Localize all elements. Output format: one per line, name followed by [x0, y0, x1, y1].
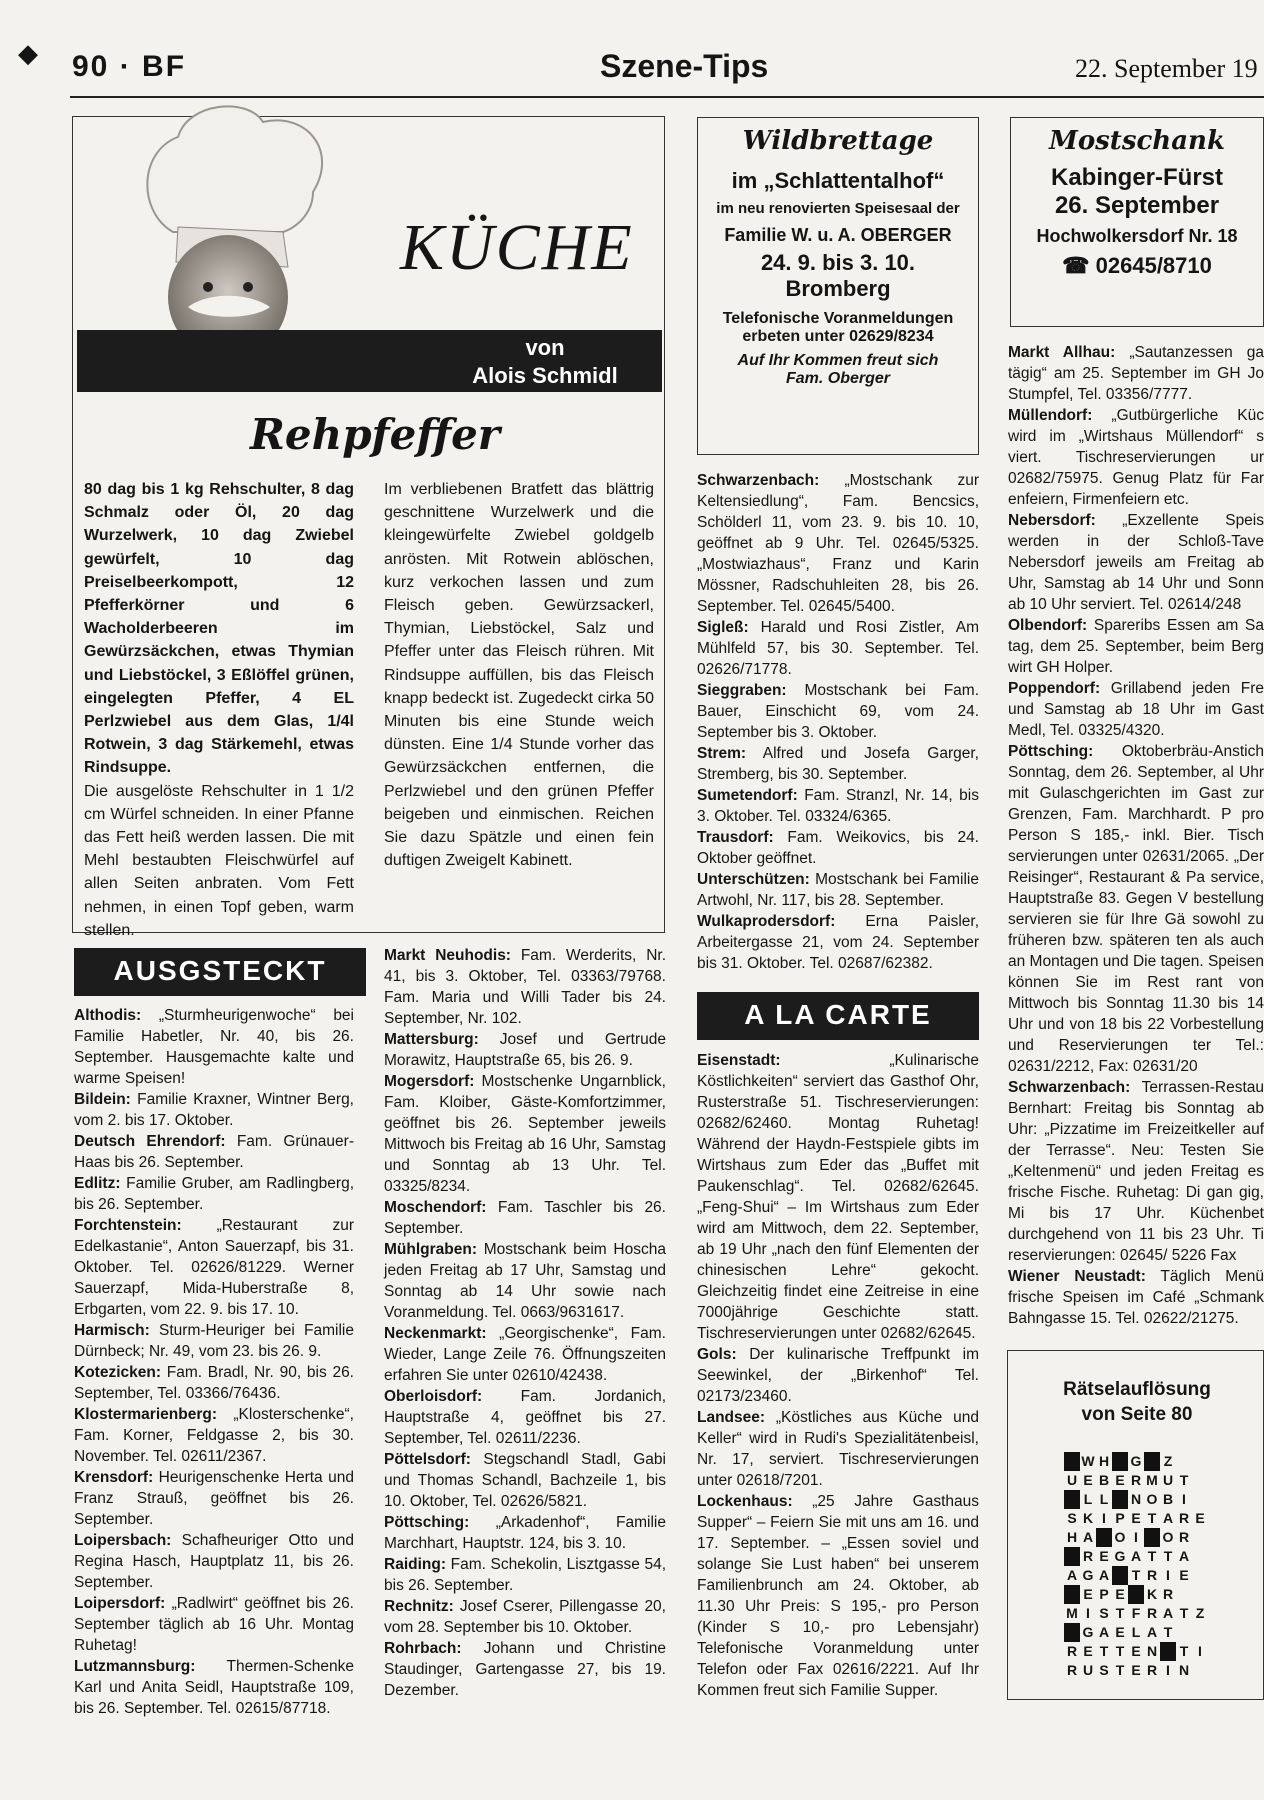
puzzle-title — [1010, 1377, 1264, 1427]
puzzle-cell: P — [1099, 1586, 1109, 1602]
place-name: Olbendorf: — [1008, 617, 1088, 634]
puzzle-cell: G — [1082, 1567, 1094, 1583]
entry-text: Täglich Menü frische Speisen im Café „Schmank Bahngasse 15. Tel. 02622/21275. — [1008, 1268, 1264, 1327]
recipe-col-right — [384, 478, 654, 872]
puzzle-cell: R — [1066, 1662, 1078, 1678]
puzzle-cell: U — [1162, 1472, 1174, 1488]
place-name: Klostermarienberg: — [74, 1406, 217, 1423]
list-item — [74, 1530, 354, 1593]
list-item — [384, 1638, 666, 1701]
puzzle-cell: I — [1134, 1529, 1138, 1545]
list-item — [74, 1215, 354, 1320]
place-name: Moschendorf: — [384, 1199, 487, 1216]
puzzle-cell: G — [1130, 1453, 1142, 1469]
ad-wild-l4: 24. 9. bis 3. 10. — [760, 250, 916, 275]
list-item — [697, 617, 979, 680]
puzzle-cell: N — [1178, 1662, 1190, 1678]
place-name: Markt Neuhodis: — [384, 947, 511, 964]
puzzle-cell — [1192, 1623, 1208, 1642]
entry-text: Fam. Schekolin, Lisztgasse 54, bis 26. September. — [384, 1556, 666, 1594]
list-item — [74, 1656, 354, 1719]
list-item — [384, 1239, 666, 1323]
ad-wildbrettage-content — [700, 120, 976, 388]
list-item — [697, 785, 979, 827]
puzzle-cell: A — [1098, 1624, 1110, 1640]
list-item — [697, 869, 979, 911]
list-item — [74, 1362, 354, 1404]
place-name: Sumetendorf: — [697, 787, 798, 804]
puzzle-cell: M — [1146, 1472, 1158, 1488]
puzzle-block — [1096, 1528, 1112, 1547]
place-name: Unterschützen: — [697, 871, 810, 888]
entry-text: Josef und Gertrude Morawitz, Hauptstraße 65, bis 26. 9. — [384, 1031, 666, 1069]
recipe-ingredients: 80 dag bis 1 kg Rehschulter, 8 dag Schmalz oder Öl, 20 dag Wurzelwerk, 10 dag Zwiebel gewürfelt, 10 dag Preiselbeerkompott, 12 Pfefferkörner und 6 Wacholderbeeren im Gewürzsäckchen, etwas Thymian und Liebstöckel, 3 Eßlöffel grünen, eingelegten Pfeffer, 4 EL Perlzwiebel aus dem Glas, 1/4l Rotwein, 3 dag Stärkemehl, etwas Rindsuppe. — [84, 481, 354, 777]
puzzle-cell: E — [1179, 1567, 1189, 1583]
entry-text: „Mostschank zur Keltensiedlung“, Fam. Bencsics, Schölderl 11, vom 23. 9. bis 10. 10, geöffnet ab 9 Uhr. Tel. 02645/5325. „Mostwiazhaus“, Franz und Karin Mössner, Radschuhleiten 28, bis 26. September. Tel. 02645/5400. — [697, 472, 979, 615]
place-name: Poppendorf: — [1008, 680, 1101, 697]
list-item — [1008, 741, 1264, 1077]
puzzle-block — [1112, 1490, 1128, 1509]
alacarte-list — [697, 1050, 979, 1701]
recipe-col-left — [84, 478, 354, 942]
entry-text: Schafheuriger Otto und Regina Hasch, Hauptplatz 11, bis 26. September. — [74, 1532, 354, 1591]
entry-text: „Kulinarische Köstlichkeiten“ serviert das Gasthof Ohr, Rusterstraße 51. Tischreservierungen: 02682/62460. Montag Ruhetag! Während der Haydn-Festspiele gibts im Wirtshaus zum Eder das „Buffet mit Paukenschlag“. Tel. 02682/62645. „Feng-Shui“ – Im Wirtshaus zum Eder wird am Mittwoch, dem 22. September, ab 19 Uhr „nach den fünf Elementen der chinesischen Lehre“ gekocht. Gleichzeitig findet eine Zeitreise in eine 7000jährige Geschichte statt. Tischreservierungen unter 02682/62645. — [697, 1052, 979, 1342]
puzzle-cell: T — [1163, 1624, 1173, 1640]
puzzle-block — [1144, 1452, 1160, 1471]
puzzle-cell: I — [1166, 1567, 1170, 1583]
place-name: Schwarzenbach: — [1008, 1079, 1131, 1096]
puzzle-cell: S — [1067, 1510, 1077, 1526]
puzzle-cell: R — [1082, 1548, 1094, 1564]
place-name: Raiding: — [384, 1556, 446, 1573]
list-item — [1008, 1077, 1264, 1266]
puzzle-title-1: Rätselauflösung — [1063, 1379, 1211, 1400]
entry-text: Stegschandl Stadl, Gabi und Thomas Schandl, Bachzeile 1, bis 10. Oktober, Tel. 02626/5821. — [384, 1451, 666, 1510]
puzzle-cell: R — [1178, 1510, 1190, 1526]
place-name: Althodis: — [74, 1007, 142, 1024]
puzzle-cell: R — [1130, 1472, 1142, 1488]
alacarte-band: A LA CARTE — [697, 992, 979, 1040]
puzzle-cell — [1176, 1585, 1192, 1604]
place-name: Lutzmannsburg: — [74, 1658, 196, 1675]
puzzle-cell: R — [1178, 1529, 1190, 1545]
puzzle-cell: O — [1146, 1491, 1158, 1507]
puzzle-cell: K — [1082, 1510, 1094, 1526]
puzzle-cell: N — [1130, 1491, 1142, 1507]
entry-text: Fam. Bradl, Nr. 90, bis 26. September, Tel. 03366/76436. — [74, 1364, 354, 1402]
place-name: Lockenhaus: — [697, 1493, 793, 1510]
place-name: Markt Allhau: — [1008, 344, 1116, 361]
puzzle-cell: T — [1099, 1643, 1109, 1659]
byline-author: Alois Schmidl — [472, 363, 618, 388]
puzzle-cell: E — [1099, 1548, 1109, 1564]
place-name: Pöttsching: — [1008, 743, 1094, 760]
list-item — [74, 1131, 354, 1173]
puzzle-cell: U — [1066, 1472, 1078, 1488]
entry-text: Familie Gruber, am Radlingberg, bis 26. September. — [74, 1175, 354, 1213]
list-item — [1008, 405, 1264, 510]
puzzle-cell: E — [1131, 1662, 1141, 1678]
page-number: 90 · BF — [72, 50, 187, 83]
puzzle-cell: R — [1162, 1586, 1174, 1602]
puzzle-cell: Z — [1195, 1605, 1205, 1621]
entry-text: Heurigenschenke Herta und Franz Strauß, geöffnet bis 26. September. — [74, 1469, 354, 1528]
place-name: Oberloisdorf: — [384, 1388, 483, 1405]
ad-wild-l2: im neu renovierten Speisesaal der — [716, 200, 960, 217]
phone-icon: ☎ — [1062, 253, 1090, 278]
place-name: Harmisch: — [74, 1322, 150, 1339]
puzzle-cell: R — [1146, 1567, 1158, 1583]
entry-text: Josef Cserer, Pillengasse 20, vom 28. September bis 10. Oktober. — [384, 1598, 666, 1636]
list-item — [74, 1593, 354, 1656]
list-item — [697, 911, 979, 974]
list-item — [1008, 615, 1264, 678]
puzzle-block — [1064, 1452, 1080, 1471]
puzzle-cell: E — [1115, 1586, 1125, 1602]
ausgsteckt-list-2 — [384, 945, 666, 1701]
ad-wild-l6: Telefonische Voranmeldungen erbeten unter 02629/8234 — [722, 310, 954, 345]
list-item — [384, 1386, 666, 1449]
entry-text: Johann und Christine Staudinger, Gartengasse 27, bis 19. Dezember. — [384, 1640, 666, 1699]
entry-text: „Klosterschenke“, Fam. Korner, Feldgasse 2, bis 30. November. Tel. 02611/2367. — [74, 1406, 354, 1465]
puzzle-cell — [1192, 1661, 1208, 1680]
puzzle-cell — [1192, 1490, 1208, 1509]
puzzle-cell: I — [1182, 1491, 1186, 1507]
list-item — [384, 945, 666, 1029]
ad-most-title: Mostschank — [1049, 126, 1225, 156]
puzzle-cell: R — [1146, 1605, 1158, 1621]
place-name: Gols: — [697, 1346, 737, 1363]
entry-text: Thermen-Schenke Karl und Anita Seidl, Hauptstraße 109, bis 26. September. Tel. 02615/87718. — [74, 1658, 354, 1717]
list-item — [384, 1554, 666, 1596]
place-name: Eisenstadt: — [697, 1052, 781, 1069]
entry-text: Fam. Taschler bis 26. September. — [384, 1199, 666, 1237]
puzzle-cell: T — [1147, 1548, 1157, 1564]
puzzle-cell: A — [1082, 1529, 1094, 1545]
entry-text: Alfred und Josefa Garger, Stremberg, bis 30. September. — [697, 745, 979, 783]
puzzle-cell: L — [1083, 1491, 1093, 1507]
list-item — [1008, 510, 1264, 615]
list-item — [74, 1173, 354, 1215]
puzzle-cell — [1192, 1566, 1208, 1585]
puzzle-cell — [1176, 1452, 1192, 1471]
puzzle-cell: I — [1086, 1605, 1090, 1621]
puzzle-cell: R — [1146, 1662, 1158, 1678]
puzzle-cell: W — [1081, 1453, 1095, 1469]
puzzle-block — [1064, 1623, 1080, 1642]
entry-text: Fam. Grünauer-Haas bis 26. September. — [74, 1133, 354, 1171]
puzzle-table — [1064, 1452, 1208, 1680]
puzzle-cell — [1192, 1585, 1208, 1604]
entry-text: Fam. Jordanich, Hauptstraße 4, geöffnet bis 27. September, Tel. 02611/2236. — [384, 1388, 666, 1447]
list-item — [697, 827, 979, 869]
puzzle-cell — [1192, 1452, 1208, 1471]
entry-text: „Restaurant zur Edelkastanie“, Anton Sauerzapf, bis 31. Oktober. Tel. 02626/81229. Werner Sauerzapf, Mida-Huberstraße 8, Erbgarten, vom 22. 9. bis 17. 10. — [74, 1217, 354, 1318]
dish-title: Rehpfeffer — [250, 410, 500, 459]
puzzle-block — [1128, 1585, 1144, 1604]
ad-wild-title: Wildbrettage — [742, 126, 934, 156]
puzzle-cell — [1192, 1528, 1208, 1547]
puzzle-cell: M — [1066, 1605, 1078, 1621]
puzzle-cell: E — [1083, 1643, 1093, 1659]
entry-text: „Radlwirt“ geöffnet bis 26. September täglich ab 16 Uhr. Montag Ruhetag! — [74, 1595, 354, 1654]
list-item — [384, 1323, 666, 1386]
alacarte-list-2 — [1008, 342, 1264, 1329]
ad-most-phone-row — [1012, 253, 1262, 279]
list-item — [384, 1029, 666, 1071]
puzzle-cell: S — [1099, 1605, 1109, 1621]
list-item — [74, 1005, 354, 1089]
list-item — [697, 1491, 979, 1701]
ad-most-l2: 26. September — [1054, 192, 1220, 219]
section-title: Szene-Tips — [600, 48, 769, 84]
place-name: Mattersburg: — [384, 1031, 479, 1048]
puzzle-block — [1064, 1585, 1080, 1604]
list-item — [384, 1596, 666, 1638]
list-item — [697, 1407, 979, 1491]
place-name: Müllendorf: — [1008, 407, 1093, 424]
ad-mostschank-content — [1012, 120, 1262, 279]
list-item — [697, 743, 979, 785]
puzzle-cell — [1176, 1623, 1192, 1642]
entry-text: Mostschank beim Hoscha jeden Freitag ab 17 Uhr, Samstag und Sonntag ab 14 Uhr sowie nach Voranmeldung. Tel. 0663/9631617. — [384, 1241, 666, 1321]
list-item — [74, 1320, 354, 1362]
list-item — [697, 470, 979, 617]
place-name: Loipersbach: — [74, 1532, 172, 1549]
puzzle-cell: T — [1115, 1643, 1125, 1659]
place-name: Mogersdorf: — [384, 1073, 475, 1090]
puzzle-cell: A — [1130, 1548, 1142, 1564]
place-name: Kotezicken: — [74, 1364, 161, 1381]
entry-text: Fam. Weikovics, bis 24. Oktober geöffnet. — [697, 829, 979, 867]
recipe-method-left: Die ausgelöste Rehschulter in 1 1/2 cm Würfel schneiden. In einer Pfanne das Fett heiß werden lassen. Die mit Mehl bestaubten Fleischwürfel auf allen Seiten anbraten. Vom Fett nehmen, in einen Topf geben, warm stellen. — [84, 782, 354, 939]
puzzle-block — [1160, 1642, 1176, 1661]
puzzle-cell: B — [1162, 1491, 1174, 1507]
list-item — [384, 1449, 666, 1512]
place-name: Deutsch Ehrendorf: — [74, 1133, 226, 1150]
entry-text: Terrassen-Restau Bernhart: Freitag bis Sonntag ab Uhr: „Pizzatime im Freizeitkeller auf der Terrasse“. Neu: Testen Sie „Keltenmenü“ und jeden Freitag es frische Fische. Ruhetag: Di gan gig, Mi bis 17 Uhr. Küchenbet durchgehend von 11 bis 23 Uhr. Ti reservierungen: 02645/ 5226 Fax — [1008, 1079, 1264, 1264]
puzzle-cell: O — [1162, 1529, 1174, 1545]
puzzle-cell: U — [1082, 1662, 1094, 1678]
recipe-method-right: Im verbliebenen Bratfett das blättrig geschnittene Wurzelwerk und die kleingewürfelte Zwiebel goldgelb anrösten. Mit Rotwein ablöschen, kurz verkochen lassen und zum Fleisch geben. Gewürzsackerl, Thymian, Liebstöckel, Salz und Pfeffer unter das Fleisch rühren. Mit Rindsuppe auffüllen, bis das Fleisch knapp bedeckt ist. Zugedeckt cirka 50 Minuten bis eine Stunde weich dünsten. Eine 1/4 Stunde vorher das Gewürzsäckchen entfernen, die Perlzwiebel und den grünen Pfeffer beigeben und einmischen. Reichen Sie dazu Spätzle und einen fein duftigen Zweigelt Kabinett. — [384, 481, 654, 870]
place-name: Pöttsching: — [384, 1514, 470, 1531]
place-name: Wulkaprodersdorf: — [697, 913, 836, 930]
ad-wild-l5: Bromberg — [785, 276, 891, 301]
list-item — [74, 1467, 354, 1530]
byline — [430, 330, 660, 392]
list-item — [697, 680, 979, 743]
entry-text: Mostschenke Ungarnblick, Fam. Kloiber, Gäste-Komfortzimmer, geöffnet bis 26. September jeweils Mittwoch bis Freitag ab 16 Uhr, Samstag und Sonntag ab 13 Uhr. Tel. 03325/8234. — [384, 1073, 666, 1195]
place-name: Bildein: — [74, 1091, 131, 1108]
place-name: Mühlgraben: — [384, 1241, 477, 1258]
puzzle-cell: T — [1147, 1510, 1157, 1526]
entry-text: Fam. Stranzl, Nr. 14, bis 3. Oktober. Tel. 03324/6365. — [697, 787, 979, 825]
puzzle-cell: G — [1082, 1624, 1094, 1640]
place-name: Trausdorf: — [697, 829, 774, 846]
puzzle-grid — [1064, 1452, 1208, 1680]
list-item — [1008, 342, 1264, 405]
list-item — [1008, 678, 1264, 741]
puzzle-cell: S — [1099, 1662, 1109, 1678]
puzzle-block — [1112, 1452, 1128, 1471]
entry-text: Oktoberbräu-Anstich Sonntag, dem 26. September, al Uhr mit Gulaschgerichten im Gast zur Grenzen, Fam. Marchhardt. P pro Person S 185,- inkl. Bier. Tisch servierungen unter 02631/2065. „Der Reisinger“, Restaurant & Pa service, Hauptstraße 83. Gegen V bestellung servieren sie für Ihre Gä sowohl zu früheren bzw. späteren ten als auch an Montagen und Die tagen. Speisen können Sie im Rest rant von Mittwoch bis Sonntag 11.30 bis 14 Uhr und von 18 bis 22 Vorbestellung und Reservierungen ter Tel.: 02631/2212, Fax: 02631/20 — [1008, 743, 1264, 1075]
ad-wild-l3: Familie W. u. A. OBERGER — [724, 225, 952, 245]
entry-text: „25 Jahre Gasthaus Supper“ – Feiern Sie mit uns am 16. und 17. September. – „Essen soviel und solange Sie Lust haben“ bei unserem Familienbrunch am 24. Oktober, ab 11.30 Uhr Preis: S 195,- pro Person (Kinder S 10,- pro Lebensjahr) Telefonische Voranmeldung unter Telefon oder Fax 02616/2221. Auf Ihr Kommen freut sich Familie Supper. — [697, 1493, 979, 1699]
puzzle-cell: I — [1166, 1662, 1170, 1678]
page-corner-mark: ◆ — [18, 38, 38, 68]
entry-text: „Georgischenke“, Fam. Wieder, Lange Zeile 76. Öffnungszeiten erfahren Sie unter 02610/42438. — [384, 1325, 666, 1384]
entry-text: „Gutbürgerliche Küc wird im „Wirtshaus Müllendorf“ s viert. Tischreservierungen ur 02682/75975. Genug Platz für Far enfeiern, Firmenfeiern etc. — [1008, 407, 1264, 508]
puzzle-cell: A — [1162, 1510, 1174, 1526]
place-name: Strem: — [697, 745, 747, 762]
puzzle-cell: T — [1179, 1472, 1189, 1488]
entry-text: „Sautanzessen ga tägig“ am 25. September im GH Jo Stumpfel, Tel. 03356/7777. — [1008, 344, 1264, 403]
recipe-kicker: KÜCHE — [400, 211, 634, 284]
ad-wild-l7: Auf Ihr Kommen freut sich Fam. Oberger — [737, 352, 939, 387]
puzzle-cell: T — [1163, 1548, 1173, 1564]
puzzle-cell: A — [1162, 1605, 1174, 1621]
entry-text: „Exzellente Speis werden in der Schloß-Tave Nebersdorf jeweils am Freitag ab Uhr, Samstag ab 14 Uhr und Sonn ab 10 Uhr serviert. Tel. 02614/248 — [1008, 512, 1264, 613]
puzzle-cell: A — [1066, 1567, 1078, 1583]
entry-text: „Köstliches aus Küche und Keller“ wird in Rudi's Spezialitätenbeisl, Nr. 17, serviert. Tischreservierungen unter 02618/7201. — [697, 1409, 979, 1489]
entry-text: Harald und Rosi Zistler, Am Mühlfeld 57, bis 30. September. Tel. 02626/71778. — [697, 619, 979, 678]
entry-text: Erna Paisler, Arbeitergasse 21, vom 24. September bis 31. Oktober. Tel. 02687/62382. — [697, 913, 979, 972]
list-item — [74, 1404, 354, 1467]
puzzle-cell: O — [1114, 1529, 1126, 1545]
puzzle-cell: T — [1179, 1605, 1189, 1621]
place-name: Krensdorf: — [74, 1469, 154, 1486]
issue-date: 22. September 19 — [1075, 54, 1258, 83]
puzzle-cell: T — [1179, 1643, 1189, 1659]
puzzle-cell: R — [1066, 1643, 1078, 1659]
puzzle-cell: K — [1146, 1586, 1158, 1602]
ad-most-l3: Hochwolkersdorf Nr. 18 — [1036, 226, 1238, 246]
entry-text: Mostschank bei Familie Artwohl, Nr. 117, bis 28. September. — [697, 871, 979, 909]
puzzle-cell: A — [1098, 1567, 1110, 1583]
byline-von: von — [525, 335, 565, 360]
puzzle-cell: L — [1131, 1624, 1141, 1640]
list-item — [1008, 1266, 1264, 1329]
list-item — [384, 1071, 666, 1197]
place-name: Schwarzenbach: — [697, 472, 820, 489]
place-name: Sieggraben: — [697, 682, 787, 699]
entry-text: Familie Kraxner, Wintner Berg, vom 2. bis 17. Oktober. — [74, 1091, 354, 1129]
place-name: Sigleß: — [697, 619, 749, 636]
place-name: Loipersdorf: — [74, 1595, 166, 1612]
puzzle-cell: L — [1099, 1491, 1109, 1507]
puzzle-cell: H — [1098, 1453, 1110, 1469]
ausgsteckt-list-3 — [697, 470, 979, 974]
place-name: Forchtenstein: — [74, 1217, 182, 1234]
place-name: Landsee: — [697, 1409, 766, 1426]
list-item — [74, 1089, 354, 1131]
puzzle-cell: F — [1131, 1605, 1141, 1621]
place-name: Neckenmarkt: — [384, 1325, 487, 1342]
list-item — [697, 1050, 979, 1344]
puzzle-cell: E — [1195, 1510, 1205, 1526]
place-name: Pöttelsdorf: — [384, 1451, 471, 1468]
list-item — [697, 1344, 979, 1407]
place-name: Wiener Neustadt: — [1008, 1268, 1146, 1285]
ausgsteckt-band: AUSGSTECKT — [74, 948, 366, 996]
puzzle-cell: I — [1198, 1643, 1202, 1659]
puzzle-cell: N — [1146, 1643, 1158, 1659]
puzzle-cell — [1192, 1547, 1208, 1566]
puzzle-cell: E — [1083, 1472, 1093, 1488]
puzzle-title-2: von Seite 80 — [1081, 1404, 1193, 1425]
entry-text: Der kulinarische Treffpunkt im Seewinkel, der „Birkenhof“ Tel. 02173/23460. — [697, 1346, 979, 1405]
puzzle-block — [1064, 1490, 1080, 1509]
place-name: Edlitz: — [74, 1175, 121, 1192]
entry-text: Grillabend jeden Fre und Samstag ab 18 Uhr im Gast Medl, Tel. 03325/4320. — [1008, 680, 1264, 739]
puzzle-cell — [1192, 1471, 1208, 1490]
puzzle-block — [1112, 1566, 1128, 1585]
list-item — [384, 1197, 666, 1239]
puzzle-cell: T — [1115, 1662, 1125, 1678]
puzzle-cell: E — [1083, 1586, 1093, 1602]
puzzle-block — [1064, 1547, 1080, 1566]
puzzle-cell: E — [1131, 1643, 1141, 1659]
puzzle-cell: B — [1098, 1472, 1110, 1488]
ausgsteckt-list-1 — [74, 1005, 354, 1719]
place-name: Nebersdorf: — [1008, 512, 1096, 529]
ad-most-l1: Kabinger-Fürst — [1050, 164, 1223, 191]
puzzle-cell: H — [1066, 1529, 1078, 1545]
place-name: Rohrbach: — [384, 1640, 462, 1657]
puzzle-block — [1144, 1528, 1160, 1547]
ad-most-l4: 02645/8710 — [1095, 253, 1212, 278]
entry-text: Mostschank bei Fam. Bauer, Einschicht 69, vom 24. September bis 3. Oktober. — [697, 682, 979, 741]
entry-text: Fam. Werderits, Nr. 41, bis 3. Oktober, Tel. 03363/79768. Fam. Maria und Willi Tader bis 24. September, Nr. 102. — [384, 947, 666, 1027]
entry-text: „Arkadenhof“, Familie Marchhart, Hauptstr. 124, bis 3. 10. — [384, 1514, 666, 1552]
puzzle-cell: T — [1115, 1605, 1125, 1621]
puzzle-cell: G — [1114, 1548, 1126, 1564]
entry-text: Spareribs Essen am Sa tag, dem 25. September, beim Berg wirt GH Holper. — [1008, 617, 1264, 676]
ad-wild-l1: im „Schlattentalhof“ — [731, 168, 945, 193]
puzzle-cell: A — [1178, 1548, 1190, 1564]
puzzle-cell: E — [1115, 1472, 1125, 1488]
puzzle-cell: Z — [1163, 1453, 1173, 1469]
puzzle-cell: E — [1131, 1510, 1141, 1526]
entry-text: „Sturmheurigenwoche“ bei Familie Habetler, Nr. 40, bis 26. September. Hausgemachte kalte und warme Speisen! — [74, 1007, 354, 1087]
place-name: Rechnitz: — [384, 1598, 454, 1615]
puzzle-cell: I — [1102, 1510, 1106, 1526]
list-item — [384, 1512, 666, 1554]
puzzle-cell: A — [1146, 1624, 1158, 1640]
puzzle-cell: T — [1131, 1567, 1141, 1583]
puzzle-cell: P — [1115, 1510, 1125, 1526]
entry-text: Sturm-Heuriger bei Familie Dürnbeck; Nr. 49, vom 23. bis 26. 9. — [74, 1322, 354, 1360]
puzzle-cell: E — [1115, 1624, 1125, 1640]
